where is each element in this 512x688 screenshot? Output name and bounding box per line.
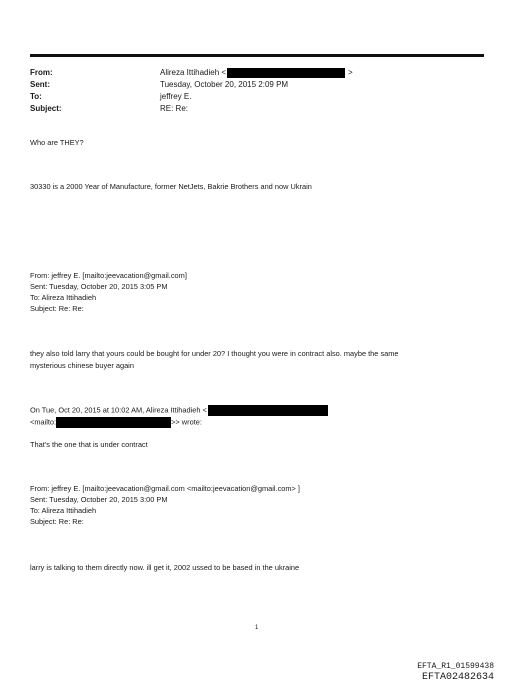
bates-number-2: EFTA02482634 — [421, 672, 494, 683]
quote3-subject: Subject: Re: Re: — [30, 517, 84, 526]
quote3-from: From: jeffrey E. [mailto:jeevacation@gmail.com <mailto:jeevacation@gmail.com> ] — [30, 484, 300, 493]
subject-value: RE: Re: — [160, 104, 189, 113]
quote2-on-text: On Tue, Oct 20, 2015 at 10:02 AM, Alireza Ittihadieh < — [30, 405, 207, 415]
body-line-1: Who are THEY? — [30, 138, 84, 147]
quote2-on-line — [30, 405, 328, 416]
sent-label: Sent: — [30, 80, 50, 89]
quote1-from: From: jeffrey E. [mailto:jeevacation@gmail.com] — [30, 271, 187, 280]
redaction-box — [56, 417, 171, 428]
quote1-sent: Sent: Tuesday, October 20, 2015 3:05 PM — [30, 282, 168, 291]
from-name: Alireza Ittihadieh < — [160, 68, 227, 78]
to-value: jeffrey E. — [160, 92, 192, 101]
to-label: To: — [30, 92, 42, 101]
body-line-2: 30330 is a 2000 Year of Manufacture, former NetJets, Bakrie Brothers and now Ukrain — [30, 182, 312, 191]
from-end: > — [348, 68, 353, 78]
quote3-text: larry is talking to them directly now. ill get it, 2002 ussed to be based in the ukraine — [30, 563, 300, 572]
quote2-mailto-line — [30, 417, 202, 428]
from-value — [160, 68, 353, 78]
quote1-text-1: they also told larry that yours could be bought for under 20? I thought you were in contract also. maybe the same — [30, 349, 399, 358]
quote1-subject: Subject: Re: Re: — [30, 304, 84, 313]
redaction-box — [227, 68, 345, 78]
quote3-sent: Sent: Tuesday, October 20, 2015 3:00 PM — [30, 495, 168, 504]
from-label: From: — [30, 68, 53, 77]
quote2-mailto: <mailto: — [30, 417, 57, 427]
header-rule — [30, 54, 484, 57]
sent-value: Tuesday, October 20, 2015 2:09 PM — [160, 80, 289, 89]
redaction-box — [208, 405, 328, 416]
quote1-to: To: Alireza Ittihadieh — [30, 293, 97, 302]
bates-number-1: EFTA_R1_01599438 — [417, 662, 494, 671]
page-number: 1 — [255, 625, 259, 631]
quote1-text-2: mysterious chinese buyer again — [30, 361, 134, 370]
subject-label: Subject: — [30, 104, 62, 113]
quote2-wrote: >> wrote: — [171, 417, 202, 427]
quote3-to: To: Alireza Ittihadieh — [30, 506, 97, 515]
quote2-text: That's the one that is under contract — [30, 440, 148, 449]
